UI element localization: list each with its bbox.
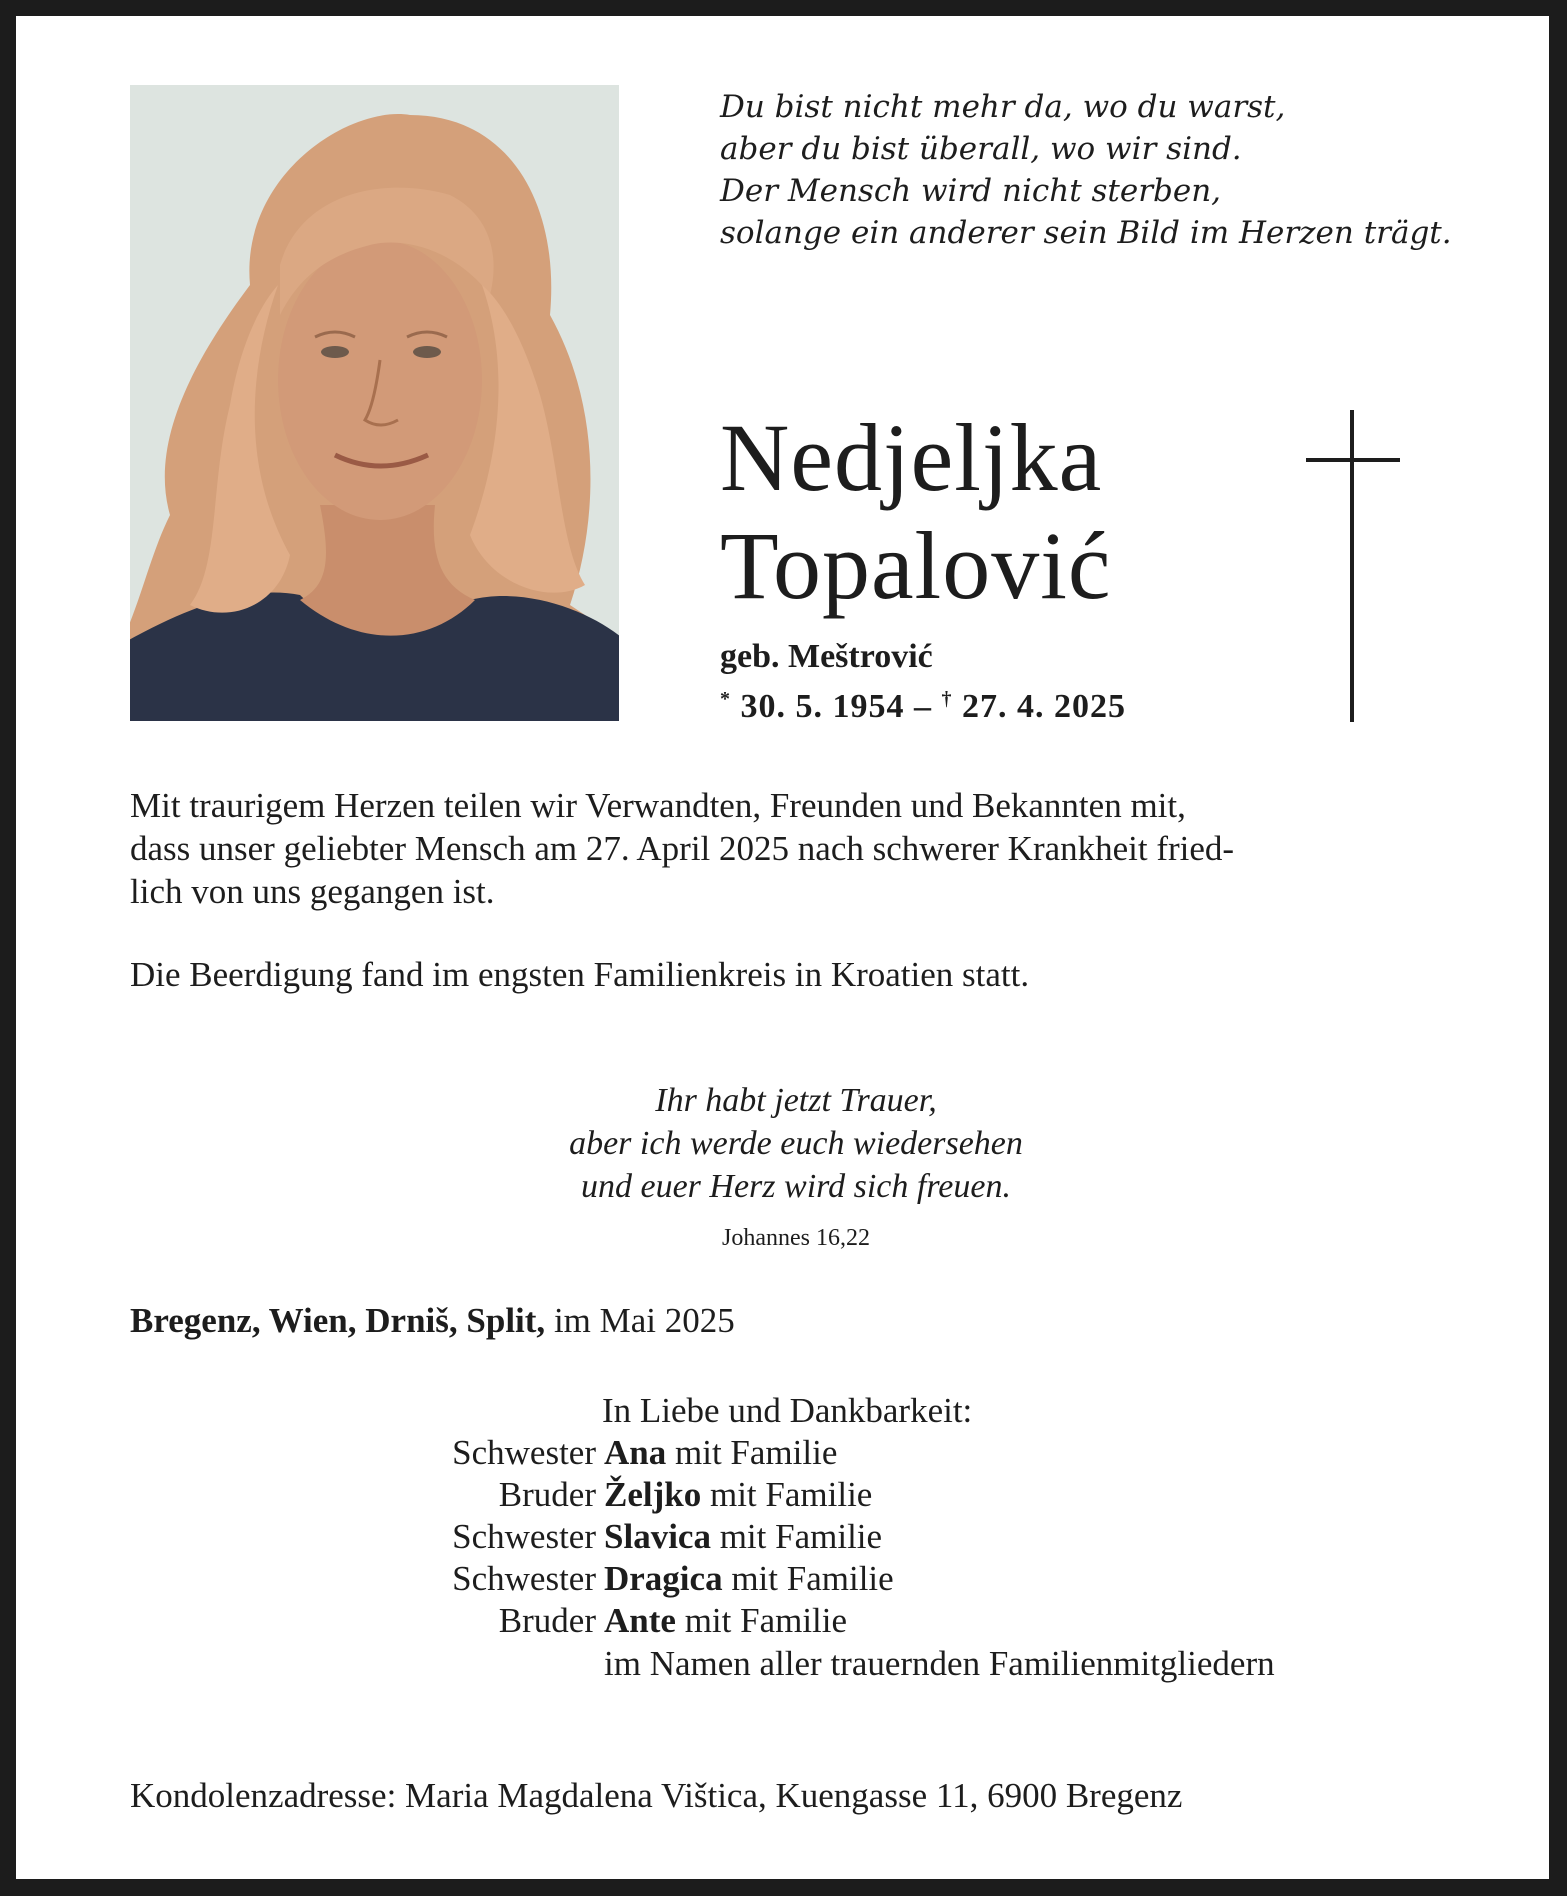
deceased-name [720, 404, 1112, 620]
family-name: Ante [604, 1601, 676, 1640]
family-relation: Bruder [498, 1475, 596, 1514]
family-relation: Schwester [452, 1559, 596, 1598]
opening-quote [720, 86, 1452, 254]
announcement-text [130, 784, 1460, 913]
family-list [216, 1432, 894, 1642]
family-name: Željko [604, 1475, 702, 1514]
family-relation: Schwester [452, 1433, 596, 1472]
portrait-photo [130, 85, 619, 721]
obituary-card [16, 16, 1549, 1879]
last-name: Topalović [720, 512, 1112, 619]
verse-line: Ihr habt jetzt Trauer, [655, 1082, 937, 1119]
family-person [604, 1474, 872, 1516]
family-relation: Schwester [452, 1517, 596, 1556]
announcement-line: lich von uns gegangen ist. [130, 872, 495, 911]
family-row [216, 1474, 894, 1516]
family-row [216, 1432, 894, 1474]
verse-line: und euer Herz wird sich freuen. [581, 1168, 1011, 1205]
died-symbol: † [941, 688, 953, 710]
place-date [130, 1299, 735, 1342]
portrait-image [130, 85, 619, 721]
family-suffix: mit Familie [701, 1475, 873, 1514]
quote-line: Der Mensch wird nicht sterben, [720, 173, 1222, 209]
family-suffix: mit Familie [722, 1559, 894, 1598]
quote-line: aber du bist überall, wo wir sind. [720, 131, 1242, 167]
family-suffix: mit Familie [666, 1433, 838, 1472]
place-month: im Mai 2025 [545, 1301, 735, 1340]
maiden-name: geb. Meštrović [720, 638, 933, 675]
cross-icon [1306, 410, 1400, 722]
family-row [216, 1558, 894, 1600]
family-person [604, 1516, 882, 1558]
quote-line: solange ein anderer sein Bild im Herzen trägt. [720, 215, 1452, 251]
bible-verse [416, 1079, 1176, 1208]
born-date: 30. 5. 1954 [740, 688, 905, 725]
family-relation: Bruder [498, 1601, 596, 1640]
condolence-address: Kondolenzadresse: Maria Magdalena Vištica, Kuengasse 11, 6900 Bregenz [130, 1776, 1183, 1815]
quote-line: Du bist nicht mehr da, wo du warst, [720, 89, 1286, 125]
date-dash: – [914, 688, 932, 725]
family-row [216, 1516, 894, 1558]
verse-line: aber ich werde euch wiedersehen [569, 1125, 1023, 1162]
family-person [604, 1600, 847, 1642]
family-person [604, 1558, 894, 1600]
family-name: Ana [604, 1433, 667, 1472]
family-row [216, 1600, 894, 1642]
signoff: In Liebe und Dankbarkeit: [602, 1391, 973, 1430]
announcement-line: Mit traurigem Herzen teilen wir Verwandten, Freunden und Bekannten mit, [130, 786, 1186, 825]
verse-reference: Johannes 16,22 [722, 1225, 870, 1251]
family-name: Slavica [604, 1517, 711, 1556]
family-person [604, 1432, 837, 1474]
announcement-line: dass unser geliebter Mensch am 27. April 2025 nach schwerer Krankheit fried- [130, 829, 1235, 868]
family-name: Dragica [604, 1559, 723, 1598]
place-cities: Bregenz, Wien, Drniš, Split, [130, 1301, 546, 1340]
closing-line: im Namen aller trauernden Familienmitgliedern [604, 1644, 1275, 1683]
life-dates [720, 679, 1126, 727]
first-name: Nedjeljka [720, 404, 1103, 511]
family-suffix: mit Familie [675, 1601, 848, 1640]
family-suffix: mit Familie [710, 1517, 883, 1556]
born-symbol: * [720, 688, 731, 710]
died-date: 27. 4. 2025 [962, 688, 1126, 725]
funeral-note: Die Beerdigung fand im engsten Familienkreis in Kroatien statt. [130, 955, 1030, 994]
